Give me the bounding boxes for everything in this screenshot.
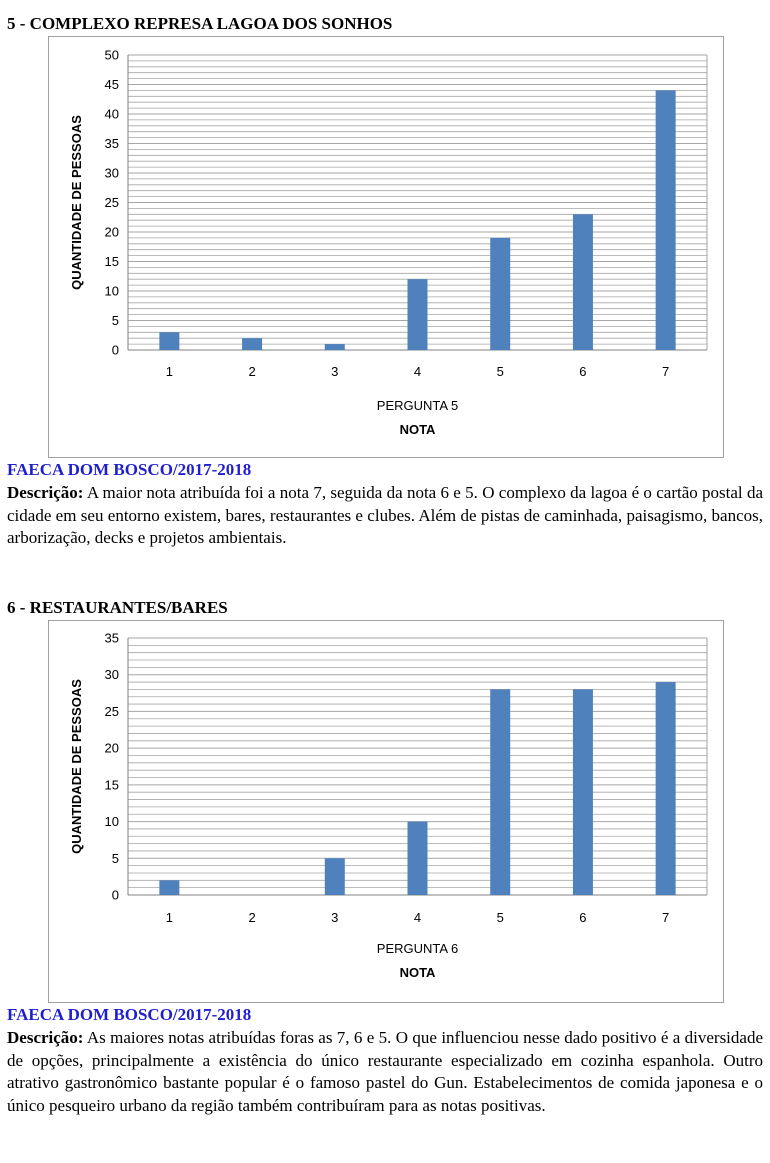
bar-7 — [656, 90, 676, 350]
y-tick-label: 15 — [104, 777, 119, 793]
y-tick-label: 20 — [104, 740, 119, 756]
description-label: Descrição: — [7, 1028, 84, 1047]
bar-3 — [325, 344, 345, 350]
bar-1 — [159, 880, 179, 895]
y-tick-label: 40 — [104, 106, 119, 122]
x-tick-label: 3 — [331, 364, 339, 379]
description-label: Descrição: — [7, 483, 84, 502]
chart-5 — [49, 37, 723, 457]
chart-6-container — [48, 620, 724, 1003]
y-tick-label: 5 — [111, 850, 119, 866]
source-label-5: FAECA DOM BOSCO/2017-2018 — [7, 460, 252, 479]
description-6 — [7, 1027, 763, 1117]
y-tick-label: 50 — [104, 47, 119, 63]
x-tick-label: 1 — [165, 910, 173, 925]
y-tick-label: 15 — [104, 254, 119, 269]
bar-5 — [490, 689, 510, 895]
y-tick-label: 0 — [111, 342, 119, 358]
x-axis-title: NOTA — [399, 422, 436, 437]
y-tick-label: 20 — [104, 224, 119, 240]
y-tick-label: 0 — [111, 887, 119, 903]
y-axis-title: QUANTIDADE DE PESSOAS — [69, 115, 84, 290]
x-tick-label: 6 — [579, 910, 587, 925]
bar-7 — [656, 682, 676, 895]
chart-6 — [49, 621, 723, 1002]
y-tick-label: 10 — [104, 283, 119, 299]
bar-3 — [325, 858, 345, 895]
bar-2 — [242, 338, 262, 350]
bar-6 — [573, 689, 593, 895]
x-tick-label: 2 — [248, 364, 256, 379]
y-tick-label: 25 — [104, 195, 119, 210]
x-tick-label: 3 — [331, 910, 339, 925]
y-tick-label: 30 — [104, 667, 119, 683]
description-text: A maior nota atribuída foi a nota 7, seguida da nota 6 e 5. O complexo da lagoa é o cartão postal da cidade em seu entorno existem, bares, restaurantes e clubes. Além de pistas de caminhada, paisagismo, bancos, arborização, decks e projetos ambientais. — [7, 483, 763, 547]
x-tick-label: 2 — [248, 910, 256, 925]
y-tick-label: 35 — [104, 630, 119, 646]
y-tick-label: 35 — [104, 136, 119, 151]
section-title-6: 6 - RESTAURANTES/BARES — [7, 598, 228, 617]
y-tick-label: 5 — [111, 313, 119, 328]
x-tick-label: 6 — [579, 364, 587, 379]
y-tick-label: 25 — [104, 703, 119, 719]
description-text: As maiores notas atribuídas foras as 7, 6 e 5. O que influenciou nesse dado positivo é a diversidade de opções, principalmente a existência do único restaurante especializado em cozinha espanhola. Outro atrativo gastronômico bastante popular é o famoso pastel do Gun. Estabelecimentos de comida japonesa e o único pesqueiro urbano da região também contribuíram para as notas positivas. — [7, 1028, 763, 1115]
description-5 — [7, 482, 763, 550]
x-tick-label: 4 — [413, 910, 422, 925]
x-tick-label: 7 — [662, 364, 670, 379]
bar-4 — [408, 822, 428, 895]
y-tick-label: 10 — [104, 814, 119, 830]
y-tick-label: 45 — [104, 77, 119, 92]
bar-1 — [159, 332, 179, 350]
x-tick-label: 5 — [496, 910, 504, 925]
x-tick-label: 5 — [496, 364, 504, 379]
y-tick-label: 30 — [104, 165, 119, 181]
source-label-6: FAECA DOM BOSCO/2017-2018 — [7, 1005, 252, 1024]
x-axis-subtitle: PERGUNTA 5 — [376, 398, 459, 413]
x-axis-title: NOTA — [399, 965, 436, 980]
y-axis-title: QUANTIDADE DE PESSOAS — [69, 679, 84, 854]
chart-5-container — [48, 36, 724, 458]
x-tick-label: 1 — [165, 364, 173, 379]
section-title-5: 5 - COMPLEXO REPRESA LAGOA DOS SONHOS — [7, 14, 393, 33]
x-tick-label: 7 — [662, 910, 670, 925]
bar-4 — [408, 279, 428, 350]
x-axis-subtitle: PERGUNTA 6 — [376, 941, 459, 956]
x-tick-label: 4 — [413, 364, 422, 379]
bar-6 — [573, 214, 593, 350]
bar-5 — [490, 238, 510, 350]
